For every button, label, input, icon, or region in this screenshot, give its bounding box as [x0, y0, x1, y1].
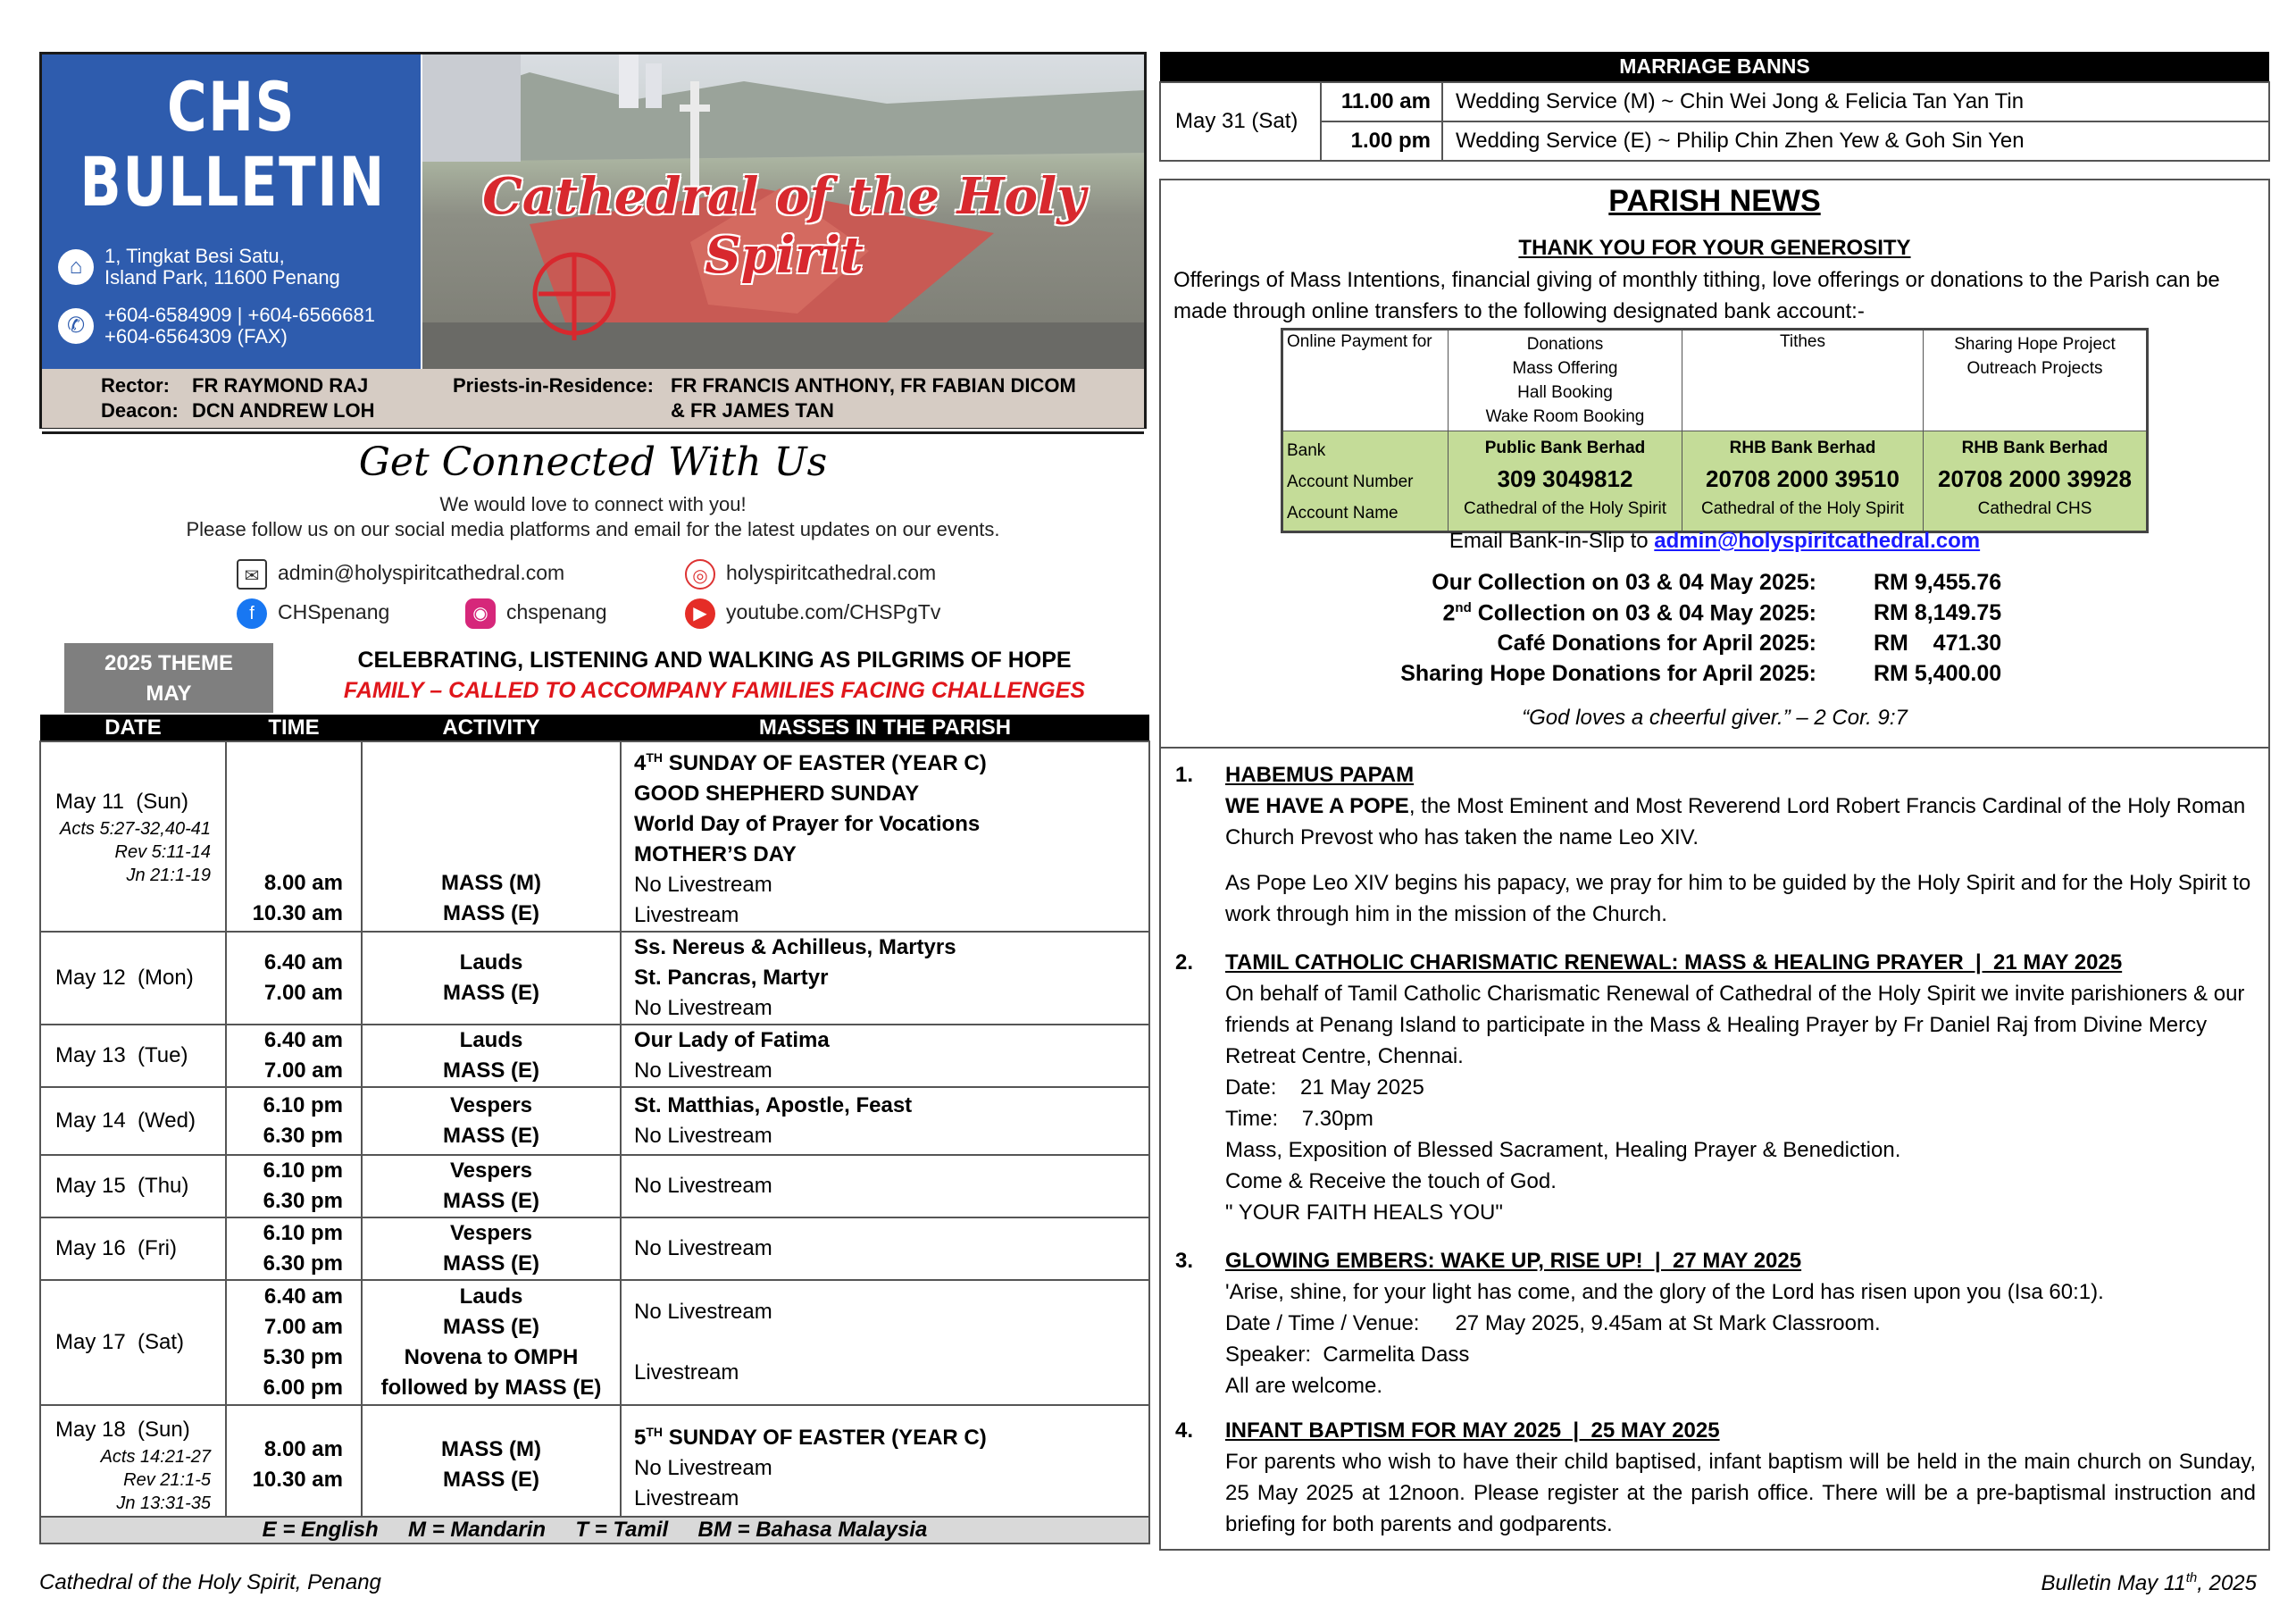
item-number: 4. — [1175, 1418, 1194, 1443]
item-title: HABEMUS PAPAM — [1225, 763, 1415, 787]
schedule-row — [40, 1155, 1149, 1217]
schedule-row — [40, 1280, 1149, 1405]
banns-row — [1160, 121, 2269, 161]
row-date: May 13 (Tue) — [40, 1025, 226, 1087]
priests-line2: & FR JAMES TAN — [671, 399, 834, 422]
thank-you-title: THANK YOU FOR YOUR GENEROSITY — [1518, 236, 1911, 260]
phone-icon: ✆ — [58, 308, 94, 344]
news-item-4 — [1175, 1415, 2256, 1540]
footer-right — [2041, 1570, 2257, 1596]
row-activity: Lauds MASS (E) — [362, 1025, 621, 1087]
bank-cell: RHB Bank Berhad — [1729, 439, 1876, 457]
bank-cell: Public Bank Berhad — [1484, 439, 1646, 457]
deacon-name: DCN ANDREW LOH — [192, 399, 375, 422]
row-masses: Our Lady of Fatima No Livestream — [621, 1025, 1149, 1087]
email-contact[interactable] — [237, 559, 564, 590]
instagram-contact[interactable] — [465, 598, 607, 629]
item-number: 2. — [1175, 950, 1194, 975]
youtube-text: youtube.com/CHSPgTv — [726, 600, 941, 624]
bank-cell: 20708 2000 39928 — [1938, 465, 2132, 492]
thank-you-text — [1173, 264, 2220, 327]
connect-section — [42, 431, 1144, 639]
banns-title: MARRIAGE BANNS — [1160, 52, 2269, 82]
cathedral-title: Cathedral of the Holy Spirit — [482, 167, 1086, 285]
banns-text: Wedding Service (E) ~ Philip Chin Zhen Yew & Goh Sin Yen — [1442, 121, 2269, 161]
bank-cell: Bank — [1287, 441, 1326, 460]
thank-you-line2: made through online transfers to the following designated bank account:- — [1173, 299, 1865, 323]
rector-label: Rector: — [101, 374, 171, 397]
row-activity: Vespers MASS (E) — [362, 1087, 621, 1155]
row-masses: Ss. Nereus & Achilleus, Martyrs St. Pancras, Martyr No Livestream — [621, 932, 1149, 1025]
item-number: 1. — [1175, 763, 1194, 787]
footer-right-text: Bulletin May 11 — [2041, 1571, 2186, 1595]
row-date: May 18 (Sun) Acts 14:21-27 Rev 21:1-5 Jn 13:31-35 — [40, 1405, 226, 1525]
item-body: Speaker: Carmelita Dass — [1225, 1343, 1470, 1367]
bank-cell: Mass Offering — [1512, 359, 1618, 378]
email-text: admin@holyspiritcathedral.com — [278, 561, 565, 585]
thank-you-line1: Offerings of Mass Intentions, financial giving of monthly tithing, love offerings or donations to the Parish can be — [1173, 268, 2220, 292]
row-masses: 4TH SUNDAY OF EASTER (YEAR C) GOOD SHEPHERD SUNDAY World Day of Prayer for Vocations MOTHER’S DAY No Livestream Livestream — [621, 741, 1149, 932]
bulletin-header — [39, 52, 1147, 624]
news-item-3 — [1175, 1245, 2256, 1401]
row-time: 8.00 am 10.30 am — [226, 1405, 362, 1525]
facebook-contact[interactable] — [237, 598, 389, 629]
bank-public-bank — [1449, 431, 1682, 532]
row-masses: No Livestream — [621, 1217, 1149, 1280]
connect-line2: Please follow us on our social media platforms and email for the latest updates on our events. — [186, 518, 1000, 540]
bank-col-sharing — [1924, 330, 2148, 431]
bank-cell: Hall Booking — [1517, 383, 1613, 402]
item-body: Mass, Exposition of Blessed Sacrament, Healing Prayer & Benediction. — [1225, 1138, 1901, 1162]
schedule-row — [40, 932, 1149, 1025]
bank-cell: 309 3049812 — [1497, 465, 1633, 492]
phone-line2: +604-6564309 (FAX) — [104, 325, 288, 347]
youtube-contact[interactable] — [685, 598, 940, 629]
col-activity: ACTIVITY — [362, 715, 621, 741]
row-time: 6.10 pm 6.30 pm — [226, 1155, 362, 1217]
row-masses: No Livestream Livestream — [621, 1280, 1149, 1405]
bank-cell: RHB Bank Berhad — [1961, 439, 2108, 457]
item-title: TAMIL CATHOLIC CHARISMATIC RENEWAL: MASS & HEALING PRAYER | 21 MAY 2025 — [1225, 950, 2123, 975]
row-activity: Lauds MASS (E) — [362, 932, 621, 1025]
item-body: As Pope Leo XIV begins his papacy, we pray for him to be guided by the Holy Spirit and for the Holy Spirit to work through him in the mission of the Church. — [1225, 871, 2251, 926]
col-date: DATE — [40, 715, 226, 741]
email-slip-label: Email Bank-in-Slip to — [1449, 529, 1655, 553]
facebook-text: CHSpenang — [278, 600, 390, 624]
item-title: GLOWING EMBERS: WAKE UP, RISE UP! | 27 MAY 2025 — [1225, 1249, 1802, 1273]
banns-date: May 31 (Sat) — [1160, 82, 1321, 161]
collection-label: Our Collection on 03 & 04 May 2025: — [1432, 570, 1816, 595]
bank-col-tithes: Tithes — [1682, 330, 1924, 431]
banns-time: 11.00 am — [1321, 82, 1442, 121]
schedule-body — [40, 741, 1149, 1525]
address — [104, 246, 340, 289]
row-time: 6.40 am 7.00 am — [226, 1025, 362, 1087]
row-time: 6.40 am 7.00 am 5.30 pm 6.00 pm — [226, 1280, 362, 1405]
col-time: TIME — [226, 715, 362, 741]
bank-cell: Cathedral CHS — [1977, 499, 2092, 518]
theme-text — [277, 645, 1152, 706]
item-title: INFANT BAPTISM FOR MAY 2025 | 25 MAY 2025 — [1225, 1418, 1720, 1443]
collection-value: RM 471.30 — [1874, 631, 2002, 656]
email-slip-link[interactable]: admin@holyspiritcathedral.com — [1654, 529, 1981, 553]
row-date: May 15 (Thu) — [40, 1155, 226, 1217]
second-prefix: 2 — [1442, 600, 1456, 626]
bank-cell: Sharing Hope Project — [1954, 335, 2116, 354]
news-item-2 — [1175, 947, 2256, 1228]
brand-title-line2: BULLETIN — [79, 142, 386, 222]
row-date: May 17 (Sat) — [40, 1280, 226, 1405]
schedule-row — [40, 1087, 1149, 1155]
footer-right-year: , 2025 — [2197, 1571, 2257, 1595]
phone-line1: +604-6584909 | +604-6566681 — [104, 304, 375, 326]
footer-left: Cathedral of the Holy Spirit, Penang — [39, 1570, 381, 1594]
divider — [1161, 747, 2268, 749]
collection-label — [1443, 600, 1816, 626]
facebook-icon: f — [237, 598, 267, 629]
schedule-header-row — [40, 715, 1149, 741]
bank-col-donations — [1449, 330, 1682, 431]
brand-title-line1: CHS — [166, 67, 296, 146]
address-line2: Island Park, 11600 Penang — [104, 266, 340, 289]
collection-value: RM 9,455.76 — [1874, 570, 2002, 595]
youtube-icon: ▶ — [685, 598, 715, 629]
row-activity: Lauds MASS (E) Novena to OMPH followed by MASS (E) — [362, 1280, 621, 1405]
news-title: PARISH NEWS — [1608, 184, 1821, 218]
theme-badge — [64, 643, 273, 713]
connect-title: Get Connected With Us — [358, 439, 828, 485]
row-masses: 5TH SUNDAY OF EASTER (YEAR C) No Livestream Livestream — [621, 1405, 1149, 1525]
bank-row-labels — [1282, 431, 1449, 532]
schedule-row — [40, 741, 1149, 932]
bank-rhb-tithes — [1682, 431, 1924, 532]
row-time: 6.40 am 7.00 am — [226, 932, 362, 1025]
news-item-1 — [1175, 759, 2256, 930]
collection-label: Café Donations for April 2025: — [1497, 631, 1816, 656]
cathedral-photo — [422, 54, 1144, 369]
item-body: WE HAVE A POPE, the Most Eminent and Most Reverend Lord Robert Francis Cardinal of the Holy Roman Church Prevost who has taken the name Leo XIV. — [1225, 794, 2246, 849]
bank-cell: 20708 2000 39510 — [1706, 465, 1899, 492]
collection-value: RM 5,400.00 — [1874, 661, 2002, 686]
item-number: 3. — [1175, 1249, 1194, 1273]
bank-account-table — [1281, 328, 2149, 533]
row-date: May 16 (Fri) — [40, 1217, 226, 1280]
website-text: holyspiritcathedral.com — [726, 561, 937, 585]
phone-numbers — [104, 305, 375, 347]
bank-cell: Cathedral of the Holy Spirit — [1463, 499, 1667, 518]
marriage-banns-table — [1159, 52, 2270, 162]
bank-cell: Outreach Projects — [1966, 359, 2103, 378]
item-body: For parents who wish to have their child baptised, infant baptism will be held in the main church on Sunday, 25 May 2025 at 12noon. Please register at the parish office. There will be a pre-baptismal instruction and briefing for both parents and godparents. — [1225, 1450, 2256, 1536]
address-line1: 1, Tingkat Besi Satu, — [104, 245, 285, 267]
item-body: Date: 21 May 2025 — [1225, 1075, 1424, 1100]
priests-line1: FR FRANCIS ANTHONY, FR FABIAN DICOM — [671, 374, 1076, 397]
theme-year: 2025 THEME — [104, 651, 234, 675]
theme-line2: FAMILY – CALLED TO ACCOMPANY FAMILIES FACING CHALLENGES — [343, 678, 1086, 703]
connect-line1: We would love to connect with you! — [439, 493, 747, 515]
row-activity: MASS (M) MASS (E) — [362, 741, 621, 932]
row-activity: MASS (M) MASS (E) — [362, 1405, 621, 1525]
row-activity: Vespers MASS (E) — [362, 1217, 621, 1280]
collection-label: Sharing Hope Donations for April 2025: — [1400, 661, 1816, 686]
email-slip — [1161, 529, 2268, 554]
row-time: 8.00 am 10.30 am — [226, 741, 362, 932]
footer-right-sup: th — [2185, 1570, 2198, 1585]
schedule-row — [40, 1217, 1149, 1280]
item-body: Come & Receive the touch of God. — [1225, 1169, 1557, 1193]
home-icon: ⌂ — [58, 249, 94, 285]
banns-row — [1160, 82, 2269, 121]
clergy-bar — [42, 369, 1144, 428]
schedule-row — [40, 1025, 1149, 1087]
mass-schedule-table — [39, 715, 1150, 1526]
language-legend: E = English M = Mandarin T = Tamil BM = Bahasa Malaysia — [39, 1516, 1150, 1544]
rector-name: FR RAYMOND RAJ — [192, 374, 369, 397]
col-masses: MASSES IN THE PARISH — [621, 715, 1149, 741]
item-body: On behalf of Tamil Catholic Charismatic Renewal of Cathedral of the Holy Spirit we invite parishioners & our friends at Penang Island to participate in the Mass & Healing Prayer by Fr Daniel Raj from Divine Mercy Retreat Centre, Chennai. — [1225, 982, 2245, 1068]
item-body: All are welcome. — [1225, 1374, 1383, 1398]
schedule-row — [40, 1405, 1149, 1525]
row-date: May 12 (Mon) — [40, 932, 226, 1025]
bank-cell: Wake Room Booking — [1485, 407, 1645, 426]
theme-month: MAY — [146, 682, 192, 706]
bank-cell: Cathedral of the Holy Spirit — [1700, 499, 1905, 518]
bank-col-label: Online Payment for — [1282, 330, 1449, 431]
item-body: 'Arise, shine, for your light has come, and the glory of the Lord has risen upon you (Isa 60:1). — [1225, 1280, 2104, 1304]
row-time: 6.10 pm 6.30 pm — [226, 1087, 362, 1155]
row-date: May 11 (Sun) Acts 5:27-32,40-41 Rev 5:11-14 Jn 21:1-19 — [40, 741, 226, 932]
instagram-text: chspenang — [506, 600, 607, 624]
parish-news-box — [1159, 179, 2270, 1551]
instagram-icon: ◉ — [465, 598, 496, 629]
globe-icon: ◎ — [685, 559, 715, 590]
row-time: 6.10 pm 6.30 pm — [226, 1217, 362, 1280]
banns-text: Wedding Service (M) ~ Chin Wei Jong & Felicia Tan Yan Tin — [1442, 82, 2269, 121]
item-body: Date / Time / Venue: 27 May 2025, 9.45am at St Mark Classroom. — [1225, 1311, 1881, 1335]
brand-panel — [42, 54, 421, 369]
row-masses: St. Matthias, Apostle, Feast No Livestream — [621, 1087, 1149, 1155]
banns-time: 1.00 pm — [1321, 121, 1442, 161]
envelope-icon: ✉ — [237, 559, 267, 590]
second-sup: nd — [1455, 600, 1472, 615]
bank-cell: Donations — [1526, 335, 1604, 354]
bank-cell: Account Number — [1287, 473, 1414, 491]
collection-value: RM 8,149.75 — [1874, 600, 2002, 625]
quote: “God loves a cheerful giver.” – 2 Cor. 9:7 — [1522, 706, 1908, 730]
theme-line1: CELEBRATING, LISTENING AND WALKING AS PILGRIMS OF HOPE — [357, 648, 1072, 673]
row-masses: No Livestream — [621, 1155, 1149, 1217]
deacon-label: Deacon: — [101, 399, 179, 422]
item-body: " YOUR FAITH HEALS YOU" — [1225, 1201, 1503, 1225]
bank-cell: Account Name — [1287, 504, 1398, 523]
second-collection-label: Collection on 03 & 04 May 2025: — [1477, 600, 1816, 626]
item-body: Time: 7.30pm — [1225, 1107, 1373, 1131]
row-activity: Vespers MASS (E) — [362, 1155, 621, 1217]
bank-rhb-sharing — [1924, 431, 2148, 532]
website-contact[interactable] — [685, 559, 936, 590]
priests-label: Priests-in-Residence: — [453, 374, 654, 397]
row-date: May 14 (Wed) — [40, 1087, 226, 1155]
